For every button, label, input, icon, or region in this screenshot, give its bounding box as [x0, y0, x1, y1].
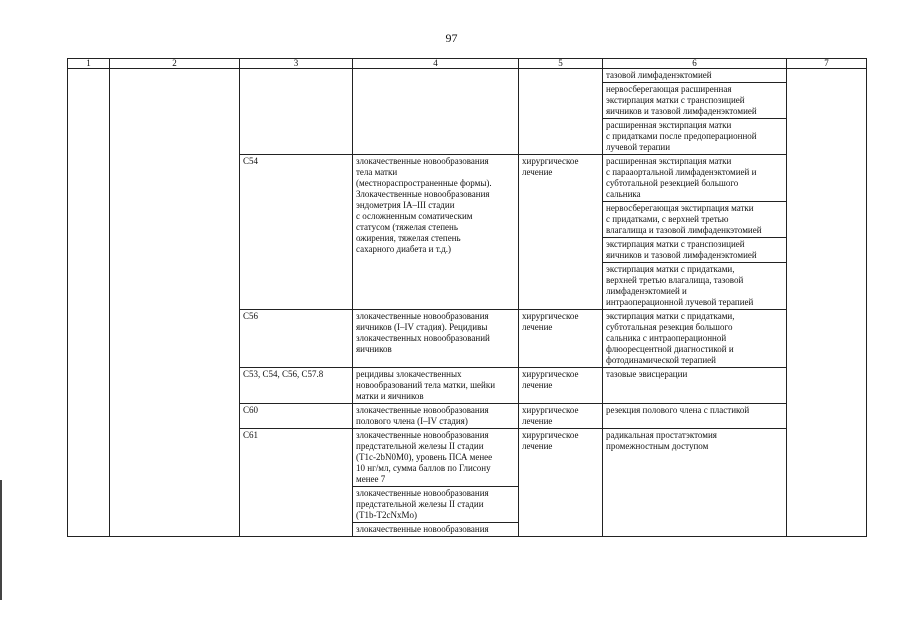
text-line: фотодинамической терапией	[606, 355, 716, 365]
diagnosis-cell	[353, 310, 519, 368]
column-7-cell	[787, 69, 867, 537]
text-line: (T1c-2bN0M0), уровень ПСА менее	[356, 452, 493, 462]
treatment-method-cell	[603, 119, 787, 155]
text-line: хирургическое	[522, 430, 579, 440]
page-number: 97	[445, 31, 458, 45]
text-line: предстательной железы II стадии	[356, 499, 484, 509]
text-line: хирургическое	[522, 405, 579, 415]
treatment-type-cell	[519, 429, 603, 537]
text-line: расширенная экстирпация матки	[606, 156, 732, 166]
text-line: новообразований тела матки, шейки	[356, 380, 496, 390]
text-line: влагалища и тазовой лимфаденкэтомией	[606, 225, 762, 235]
treatment-type-cell	[519, 69, 603, 155]
diagnosis-cell	[353, 429, 519, 487]
treatment-method-cell	[603, 155, 787, 202]
text-line: злокачественные новообразования	[356, 430, 489, 440]
table-row	[68, 69, 867, 83]
text-line: 10 нг/мл, сумма баллов по Глисону	[356, 463, 491, 473]
text-line: злокачественные новообразования	[356, 405, 489, 415]
treatment-method-cell	[603, 429, 787, 537]
text-line: злокачественные новообразования	[356, 524, 489, 534]
treatment-type-cell	[519, 155, 603, 310]
text-line: с осложненным соматическим	[356, 211, 473, 221]
text-line: матки и яичников	[356, 391, 424, 401]
text-line: ожирения, тяжелая степень	[356, 233, 461, 243]
text-line: злокачественные новообразования	[356, 311, 489, 321]
icd-code-cell: C54	[240, 155, 353, 310]
treatment-type-cell	[519, 404, 603, 429]
text-line: злокачественные новообразования	[356, 488, 489, 498]
text-line: хирургическое	[522, 156, 579, 166]
text-line: лечение	[522, 380, 553, 390]
text-line: статусом (тяжелая степень	[356, 222, 458, 232]
text-line: хирургическое	[522, 311, 579, 321]
text-line: рецидивы злокачественных	[356, 369, 462, 379]
icd-code-cell	[240, 69, 353, 155]
diagnosis-cell	[353, 404, 519, 429]
text-line: нервосберегающая расширенная	[606, 84, 732, 94]
text-line: лимфаденэктомией и	[606, 286, 687, 296]
diagnosis-cell	[353, 368, 519, 404]
icd-code-cell: C56	[240, 310, 353, 368]
text-line: лучевой терапии	[606, 142, 671, 152]
text-line: сахарного диабета и т.д.)	[356, 244, 452, 254]
text-line: субтотальной резекцией большого	[606, 178, 739, 188]
text-line: хирургическое	[522, 369, 579, 379]
text-line: верхней третью влагалища, тазовой	[606, 275, 744, 285]
treatment-method-cell	[603, 404, 787, 429]
text-line: тела матки	[356, 167, 398, 177]
text-line: экстирпация матки с придатками,	[606, 264, 735, 274]
text-line: (T1b-T2cNxMo)	[356, 510, 417, 520]
icd-code-cell: C61	[240, 429, 353, 537]
text-line: лечение	[522, 322, 553, 332]
text-line: радикальная простатэктомия	[606, 430, 717, 440]
column-number: 7	[787, 59, 867, 69]
text-line: промежностным доступом	[606, 441, 709, 451]
text-line: лечение	[522, 441, 553, 451]
icd-code-cell: C60	[240, 404, 353, 429]
text-line: яичников и тазовой лимфаденэктомией	[606, 106, 757, 116]
treatment-method-cell	[603, 69, 787, 83]
text-line: с придатками после предоперационной	[606, 131, 757, 141]
text-line: сальника	[606, 189, 641, 199]
text-line: тазовой лимфаденэктомией	[606, 70, 712, 80]
treatment-method-cell	[603, 238, 787, 263]
text-line: с придатками, с верхней третью	[606, 214, 729, 224]
diagnosis-cell	[353, 155, 519, 310]
diagnosis-cell	[353, 523, 519, 537]
column-number: 2	[110, 59, 240, 69]
column-number: 5	[519, 59, 603, 69]
text-line: с парааортальной лимфаденэктомией и	[606, 167, 757, 177]
column-number-row	[68, 59, 867, 69]
text-line: яичников и тазовой лимфаденэктомией	[606, 250, 757, 260]
text-line: менее 7	[356, 474, 386, 484]
text-line: яичников (I–IV стадия). Рецидивы	[356, 322, 488, 332]
text-line: лечение	[522, 416, 553, 426]
treatment-method-cell	[603, 202, 787, 238]
text-line: экстирпация матки с транспозицией	[606, 95, 745, 105]
text-line: (местнораспространенные формы).	[356, 178, 492, 188]
text-line: расширенная экстирпация матки	[606, 120, 732, 130]
text-line: лечение	[522, 167, 553, 177]
treatment-method-cell	[603, 310, 787, 368]
text-line: нервосберегающая экстирпация матки	[606, 203, 754, 213]
column-2-cell	[110, 69, 240, 537]
medical-care-table	[67, 58, 867, 537]
text-line: яичников	[356, 344, 392, 354]
text-line: интраоперационной лучевой терапией	[606, 297, 754, 307]
text-line: предстательной железы II стадии	[356, 441, 484, 451]
margin-rule	[0, 480, 2, 600]
diagnosis-cell	[353, 487, 519, 523]
treatment-method-cell	[603, 83, 787, 119]
treatment-method-cell	[603, 368, 787, 404]
text-line: полового члена (I–IV стадия)	[356, 416, 468, 426]
column-number: 1	[68, 59, 110, 69]
text-line: тазовые эвисцерации	[606, 369, 688, 379]
column-number: 3	[240, 59, 353, 69]
text-line: эндометрия IA–III стадии	[356, 200, 455, 210]
treatment-type-cell	[519, 310, 603, 368]
text-line: резекция полового члена с пластикой	[606, 405, 750, 415]
column-1-cell	[68, 69, 110, 537]
diagnosis-cell	[353, 69, 519, 155]
column-number: 6	[603, 59, 787, 69]
text-line: злокачественные новообразования	[356, 156, 489, 166]
treatment-method-cell	[603, 263, 787, 310]
text-line: флюоресцентной диагностикой и	[606, 344, 734, 354]
text-line: сальника с интраоперационной	[606, 333, 727, 343]
column-number: 4	[353, 59, 519, 69]
text-line: экстирпация матки с придатками,	[606, 311, 735, 321]
text-line: Злокачественные новообразования	[356, 189, 490, 199]
text-line: злокачественных новообразований	[356, 333, 490, 343]
treatment-type-cell	[519, 368, 603, 404]
text-line: субтотальная резекция большого	[606, 322, 733, 332]
icd-code-cell: C53, C54, C56, C57.8	[240, 368, 353, 404]
text-line: экстирпация матки с транспозицией	[606, 239, 745, 249]
